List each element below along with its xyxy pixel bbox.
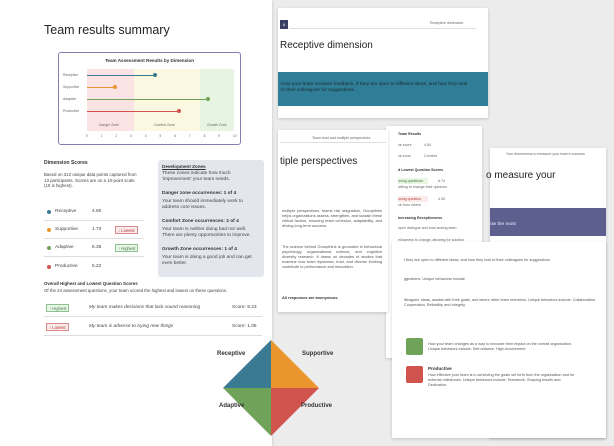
growth-zone-label: Growth Zone (207, 123, 227, 127)
hl-score: Score: 9.23 (232, 305, 257, 310)
score-badge: ↓ Lowest (115, 226, 138, 234)
score-divider (44, 256, 144, 257)
comfort-zone-label: Comfort Zone (154, 123, 175, 127)
receptive-dimension-page (278, 8, 488, 118)
dev-zones-intro: These zones indicate how much 'improvement' your team needs. (162, 171, 231, 183)
hl-badge: ↑ Highest (46, 304, 69, 312)
receptive-banner-text: How your team receives feedback. If they are open to different ideas, and how they look to their colleagues for suggestions. (281, 82, 468, 94)
score-value: 4.60 (92, 209, 102, 214)
question-1: ucing questions (398, 179, 423, 183)
hl-divider (44, 316, 262, 317)
quad-supportive-label: Supportive (302, 351, 334, 357)
chart-x-tick: 10 (233, 134, 237, 138)
chart-x-tick: 6 (174, 134, 176, 138)
score-dot (47, 228, 51, 232)
comfort-zone-text: Your team is neither doing bad nor well. There are plenty opportunities to improve. (162, 227, 251, 239)
running-header: Team trust and multiple perspectives (312, 136, 371, 140)
chart-row-label: Adaptive (63, 97, 77, 101)
dimension-list-page (392, 242, 606, 438)
receptive-banner (278, 72, 488, 106)
score-name: Supportive (55, 227, 78, 232)
chart-row-line (87, 99, 208, 100)
score-dot (47, 210, 51, 214)
score-dot (47, 246, 51, 250)
chart-x-tick: 8 (203, 134, 206, 138)
score-name: Productive (55, 264, 78, 269)
chart-x-tick: 2 (115, 134, 118, 138)
result-label-1: ve score (398, 143, 412, 147)
danger-zone-text: Your team should immediately work to address core issues. (162, 199, 243, 211)
hl-score: Score: 1.05 (232, 324, 257, 329)
increase-point-2: ellowness to change, allowing for solution (398, 238, 465, 242)
adaptive-list-icon (406, 338, 423, 355)
score-badge: ↑ Highest (115, 244, 138, 252)
question-2-score: 4.05 (438, 197, 445, 201)
hl-badge: ↓ Lowest (46, 323, 69, 331)
perspectives-para-1: multiple perspectives, teams risk stagnation, Groupthink helps organizations assess, strengthen, and sustain these critical factors, ensuring team cohesion, adaptability, and driving long-term success. (282, 208, 382, 229)
running-header: Receptive dimension (430, 21, 464, 25)
question-1-desc: willing to change their opinions (398, 185, 447, 189)
score-value: 8.36 (92, 245, 102, 250)
score-divider (44, 238, 144, 239)
growth-zone-text: Your team is doing a good job and can get even better. (162, 255, 252, 267)
multiple-perspectives-page (278, 130, 388, 312)
hl-divider (44, 335, 262, 336)
chart-row-line (87, 75, 155, 76)
list-para-1: f they are open to different ideas, and how they look to their colleagues for suggestions. (404, 258, 551, 262)
scores-intro: Based on 312 unique data points captured from 13 participants. Scores are on a 10-point scale (10 is highest). (44, 172, 137, 189)
list-para-2: ggestions. Unique behaviors include (404, 277, 466, 281)
chart-x-tick: 3 (130, 134, 132, 138)
results-heading: Team Results (398, 132, 422, 136)
quad-receptive-label: Receptive (217, 351, 246, 357)
score-name: Receptive (55, 209, 77, 214)
comfort-zone-title: Comfort Zone occurrences: 2 of 4 (162, 219, 239, 224)
page-title: Team results summary (44, 23, 170, 37)
productive-list-title: Productive (428, 366, 452, 371)
running-header: Your dimensions to measure your team's success (506, 152, 585, 156)
measure-band (490, 208, 606, 236)
perspectives-para-2: The science behind Groupthink is grounded in behavioral psychology, organizational science, and cognitive diversity research. It draws on decades of studies that examine how team dynamics, trust, and diverse thinking contribute to performance and innovation. (282, 244, 382, 270)
scores-heading: Dimension Scores (44, 160, 88, 166)
anonymous-note: All responses are anonymous. (282, 295, 339, 300)
measure-band-text: ow the most (490, 222, 516, 227)
quad-productive-label: Productive (301, 403, 333, 409)
receptive-title: Receptive dimension (280, 40, 373, 51)
quad-adaptive-label: Adaptive (219, 403, 245, 409)
chart-x-tick: 7 (188, 134, 191, 138)
score-name: Adaptive (55, 245, 74, 250)
score-dot (47, 265, 51, 269)
hl-heading: Overall Highest and Lowest Question Scores (44, 281, 138, 286)
assessment-chart (58, 52, 241, 145)
perspectives-title: tiple perspectives (280, 156, 358, 167)
productive-list-text: How effective your team is in achieving the goals set forth from the organization and for external milestones. Unique behaviors include: Teamwork, Shaping results and Dedication. (428, 373, 575, 387)
hl-intro: Of the 24 assessment questions, your team scored the highest and lowest on these questions. (44, 288, 228, 293)
chart-x-tick: 4 (144, 134, 147, 138)
hl-question: My team is adverse to trying new things (89, 324, 174, 329)
increasing-heading: Increasing Receptiveness (398, 216, 443, 220)
adaptive-list-text: How your team changes as a way to innovate their impact on the overall organization. Unique behaviors include: Self-reliance, High-involvement. (428, 342, 572, 351)
result-value-1: 4.60 (424, 143, 431, 147)
question-2-desc: ck from others (398, 203, 421, 207)
dev-zones-title: Development Zones (162, 164, 206, 169)
receptive-quadrant (223, 340, 271, 388)
results-subheading: d Lowest Question Scores (398, 168, 444, 172)
chart-row-line (87, 87, 115, 88)
productive-list-icon (406, 366, 423, 383)
result-value-2: Comfort (424, 154, 437, 158)
growth-zone-title: Growth Zone occurrences: 1 of 4 (162, 247, 237, 252)
measure-title: o measure your (486, 170, 556, 181)
page-number-badge: 6 (280, 20, 288, 29)
score-value: 1.73 (92, 227, 102, 232)
header-rule (290, 28, 476, 29)
supportive-quadrant (271, 340, 319, 388)
chart-x-tick: 5 (159, 134, 162, 138)
header-rule (280, 142, 386, 143)
chart-row-line (87, 111, 179, 112)
adaptive-quadrant (223, 388, 271, 436)
question-1-score: 6.74 (438, 179, 445, 183)
score-divider (44, 220, 144, 221)
question-2: ucing question (398, 197, 422, 201)
list-para-3: llleagues' ideas, assists with their goals, and where other team members. Unique behaviors include: Collaboration, Cooperation, Reliability and Integrity. (404, 298, 597, 307)
productive-quadrant (271, 388, 319, 436)
development-zones-box (158, 160, 264, 277)
chart-row-label: Receptive (63, 73, 79, 77)
chart-x-tick: 1 (100, 134, 103, 138)
result-label-2: ve zone (398, 154, 411, 158)
score-value: 5.22 (92, 264, 102, 269)
danger-zone-label: Danger Zone (99, 123, 119, 127)
chart-x-tick: 9 (218, 134, 221, 138)
chart-x-tick: 0 (86, 134, 88, 138)
increase-point-1: open dialogue and trust among team (398, 226, 457, 230)
hl-question: My team makes decisions that lack sound reasoning (89, 305, 201, 310)
chart-title: Team Assessment Results by Dimension (104, 58, 195, 63)
danger-zone-title: Danger zone occurrences: 1 of 4 (162, 191, 237, 196)
chart-row-label: Productive (63, 109, 80, 113)
chart-row-label: Supportive (63, 85, 80, 89)
